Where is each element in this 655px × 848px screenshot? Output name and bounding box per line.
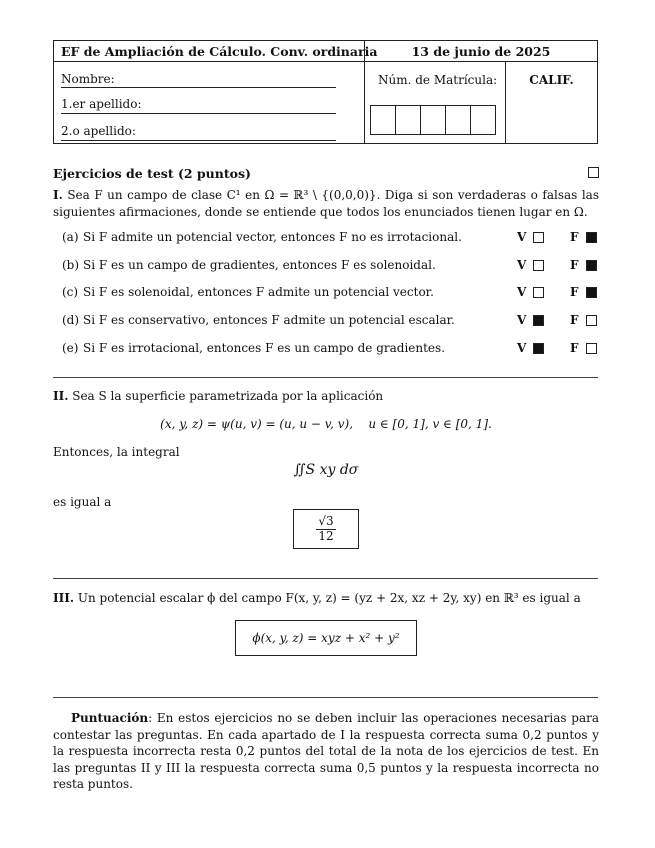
exam-date: 13 de junio de 2025 xyxy=(411,44,551,59)
q2-answer-denominator: 12 xyxy=(318,528,334,543)
header-divider xyxy=(53,61,598,62)
true-checkbox[interactable] xyxy=(533,343,544,354)
apellido2-label: 2.o apellido: xyxy=(61,124,136,138)
true-checkbox[interactable] xyxy=(533,315,544,326)
q2-parametrization: (x, y, z) = ψ(u, v) = (u, u − v, v), u ∈ [0, 1], v ∈ [0, 1]. xyxy=(160,417,492,431)
exam-title: EF de Ampliación de Cálculo. Conv. ordinaria xyxy=(61,44,378,59)
true-label: V xyxy=(517,258,527,272)
section-checkbox[interactable] xyxy=(588,166,599,180)
q1-item-text: Si F admite un potencial vector, entonces F no es irrotacional. xyxy=(83,230,462,244)
matricula-label: Núm. de Matrícula: xyxy=(378,73,498,87)
true-label: V xyxy=(517,341,527,355)
divider xyxy=(53,377,598,378)
matricula-field[interactable] xyxy=(370,105,496,135)
true-label: V xyxy=(517,313,527,327)
q1-item-letter: (b) xyxy=(62,258,80,272)
false-label: F xyxy=(570,285,579,299)
false-label: F xyxy=(570,341,579,355)
true-checkbox[interactable] xyxy=(533,260,544,271)
q1-item-letter: (d) xyxy=(62,313,80,327)
true-label: V xyxy=(517,285,527,299)
calif-label: CALIF. xyxy=(529,73,574,87)
q3-answer-box: ϕ(x, y, z) = xyz + x² + y² xyxy=(235,620,417,656)
q2-integral: ∬S xy dσ xyxy=(293,462,359,478)
divider xyxy=(53,578,598,579)
q1-item xyxy=(62,258,602,274)
q2-equals: es igual a xyxy=(53,495,112,509)
q1-item xyxy=(62,341,602,357)
apellido2-field[interactable] xyxy=(61,140,336,141)
false-checkbox[interactable] xyxy=(586,260,597,271)
apellido1-field[interactable] xyxy=(61,113,336,114)
section-title: Ejercicios de test (2 puntos) xyxy=(53,166,251,181)
q3-text: III. Un potencial escalar ϕ del campo F(x, y, z) = (yz + 2x, xz + 2y, xy) en ℝ³ es igual a xyxy=(53,591,581,605)
false-checkbox[interactable] xyxy=(586,287,597,298)
q1-item-text: Si F es solenoidal, entonces F admite un potencial vector. xyxy=(83,285,434,299)
false-checkbox[interactable] xyxy=(586,343,597,354)
false-checkbox[interactable] xyxy=(586,315,597,326)
q1-item-letter: (a) xyxy=(62,230,79,244)
apellido1-label: 1.er apellido: xyxy=(61,97,142,111)
true-checkbox[interactable] xyxy=(533,287,544,298)
false-label: F xyxy=(570,258,579,272)
false-checkbox[interactable] xyxy=(586,232,597,243)
q1-item-text: Si F es irrotacional, entonces F es un campo de gradientes. xyxy=(83,341,446,355)
q2-intro: II. Sea S la superficie parametrizada por la aplicación xyxy=(53,389,384,403)
q1-item-letter: (e) xyxy=(62,341,79,355)
q1-item-text: Si F es un campo de gradientes, entonces F es solenoidal. xyxy=(83,258,436,272)
q1-intro: I. Sea F un campo de clase C¹ en Ω = ℝ³ \ {(0,0,0)}. Diga si son verdaderas o falsas las siguientes afirmaciones, donde se entiende que todos los enunciados tienen lugar en Ω. xyxy=(53,188,599,219)
nombre-field[interactable] xyxy=(61,87,336,88)
scoring-note: Puntuación: En estos ejercicios no se deben incluir las operaciones necesarias para contestar las preguntas. En cada apartado de I la respuesta correcta suma 0,2 puntos y la respuesta incorrecta resta 0,2 puntos del total de la nota de los ejercicios de test. En las preguntas II y III la respuesta correcta suma 0,5 puntos y la respuesta incorrecta no resta puntos. xyxy=(53,711,599,791)
q2-then: Entonces, la integral xyxy=(53,445,180,459)
q2-answer-box xyxy=(293,509,359,549)
false-label: F xyxy=(570,313,579,327)
q1-item-text: Si F es conservativo, entonces F admite un potencial escalar. xyxy=(83,313,455,327)
true-label: V xyxy=(517,230,527,244)
false-label: F xyxy=(570,230,579,244)
q1-item xyxy=(62,230,602,246)
q1-item-letter: (c) xyxy=(62,285,79,299)
q1-item xyxy=(62,285,602,301)
q2-answer-numerator: √3 xyxy=(318,514,334,529)
nombre-label: Nombre: xyxy=(61,72,115,86)
q1-item xyxy=(62,313,602,329)
divider xyxy=(53,697,598,698)
true-checkbox[interactable] xyxy=(533,232,544,243)
